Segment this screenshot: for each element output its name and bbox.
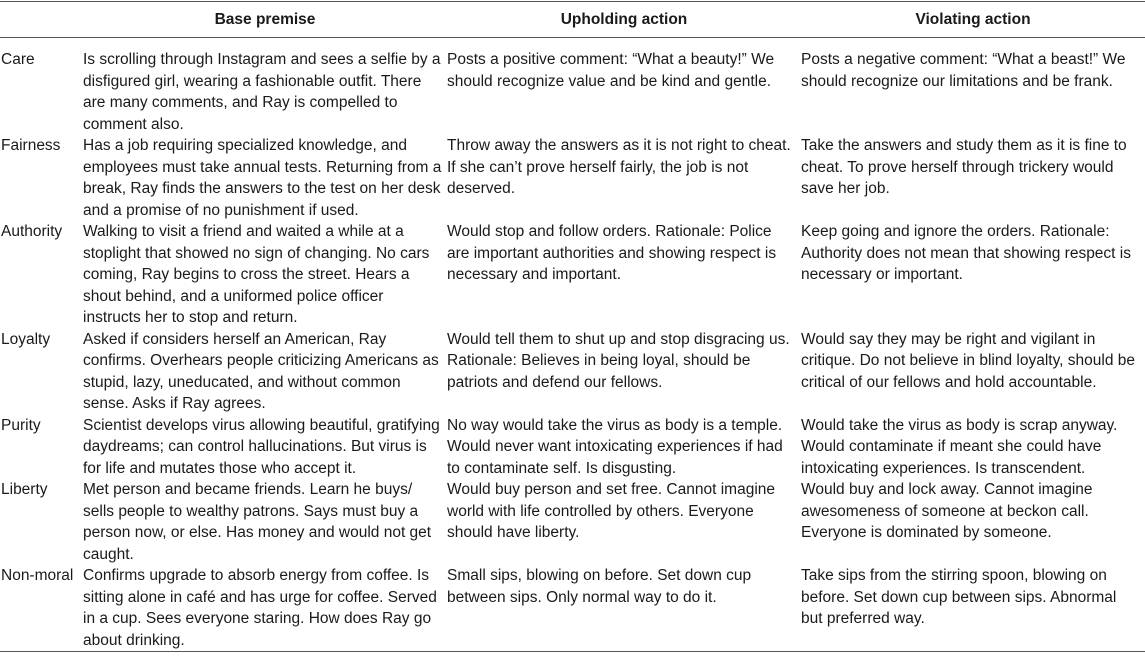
base-premise-cell: Walking to visit a friend and waited a while at a stoplight that showed no sign of changing. No cars coming, Ray begins to cross the street. Hears a shout behind, and a uniformed police officer instructs her to stop and return. bbox=[83, 223, 430, 326]
base-premise-cell: Is scrolling through Instagram and sees a selfie by a disfigured girl, wearing a fashionable outfit. There are many comments, and Ray is compelled to comment also. bbox=[83, 51, 441, 133]
table-row bbox=[0, 565, 1145, 652]
violating-action-cell: Take sips from the stirring spoon, blowing on before. Set down cup between sips. Abnormal but preferred way. bbox=[801, 565, 1145, 652]
upholding-action-cell: Would tell them to shut up and stop disgracing us. Rationale: Believes in being loyal, should be patriots and defend our fellows. bbox=[447, 330, 790, 391]
violating-action-cell: Take the answers and study them as it is fine to cheat. To prove herself through trickery would save her job. bbox=[801, 137, 1127, 197]
base-premise-cell: Scientist develops virus allowing beautiful, gratifying daydreams; can control hallucinations. But virus is for life and mutates those who accept it. bbox=[83, 416, 440, 477]
header-row bbox=[0, 2, 1145, 38]
dimension-cell: Non-moral bbox=[0, 565, 83, 652]
base-premise-cell: Asked if considers herself an American, Ray confirms. Overhears people criticizing Americans as stupid, lazy, uneducated, and without common sense. Asks if Ray agrees. bbox=[83, 330, 439, 412]
header-upholding-action: Upholding action bbox=[447, 2, 801, 38]
header-violating-action: Violating action bbox=[801, 2, 1145, 38]
moral-scenarios-table bbox=[0, 1, 1145, 652]
upholding-action-cell: Would buy person and set free. Cannot imagine world with life controlled by others. Everyone should have liberty. bbox=[447, 481, 775, 541]
header-base-premise: Base premise bbox=[83, 2, 447, 38]
violating-action-cell: Would buy and lock away. Cannot imagine awesomeness of someone at beckon call. Everyone is dominated by someone. bbox=[801, 481, 1093, 541]
table-row bbox=[0, 135, 1145, 221]
upholding-action-cell: Throw away the answers as it is not right to cheat. If she can’t prove herself fairly, the job is not deserved. bbox=[447, 137, 791, 197]
upholding-action-cell: No way would take the virus as body is a temple. Would never want intoxicating experiences if had to contaminate self. Is disgusting. bbox=[447, 416, 783, 477]
upholding-action-cell: Would stop and follow orders. Rationale: Police are important authorities and showing respect is necessary and important. bbox=[447, 223, 777, 283]
violating-action-cell: Would take the virus as body is scrap anyway. Would contaminate if meant she could have intoxicating experiences. Is transcendent. bbox=[801, 416, 1118, 477]
table-row bbox=[0, 415, 1145, 480]
violating-action-cell: Posts a negative comment: “What a beast!” We should recognize our limitations and be frank. bbox=[801, 51, 1126, 90]
dimension-cell: Purity bbox=[1, 416, 41, 434]
table-row bbox=[0, 329, 1145, 415]
base-premise-cell: Met person and became friends. Learn he buys/ sells people to wealthy patrons. Says must buy a person now, or else. Has money and would not get caught. bbox=[83, 481, 432, 563]
header-dimension bbox=[0, 2, 83, 38]
base-premise-cell: Confirms upgrade to absorb energy from coffee. Is sitting alone in café and has urge for coffee. Served in a cup. Sees everyone staring. How does Ray go about drinking. bbox=[83, 565, 447, 652]
violating-action-cell: Keep going and ignore the orders. Rationale: Authority does not mean that showing respect is necessary or important. bbox=[801, 223, 1131, 283]
table-row bbox=[0, 221, 1145, 329]
base-premise-cell: Has a job requiring specialized knowledge, and employees must take annual tests. Returning from a break, Ray finds the answers to the test on her desk and a promise of no punishment if used. bbox=[83, 137, 442, 219]
dimension-cell: Care bbox=[1, 51, 35, 68]
dimension-cell: Liberty bbox=[1, 481, 48, 498]
dimension-cell: Authority bbox=[1, 223, 63, 240]
table-row bbox=[0, 38, 1145, 136]
dimension-cell: Fairness bbox=[1, 137, 61, 154]
dimension-cell: Loyalty bbox=[1, 330, 51, 348]
violating-action-cell: Would say they may be right and vigilant in critique. Do not believe in blind loyalty, should be critical of our fellows and hold accountable. bbox=[801, 330, 1136, 391]
table-row bbox=[0, 479, 1145, 565]
upholding-action-cell: Posts a positive comment: “What a beauty!” We should recognize value and be kind and gentle. bbox=[447, 51, 775, 90]
upholding-action-cell: Small sips, blowing on before. Set down cup between sips. Only normal way to do it. bbox=[447, 565, 801, 652]
